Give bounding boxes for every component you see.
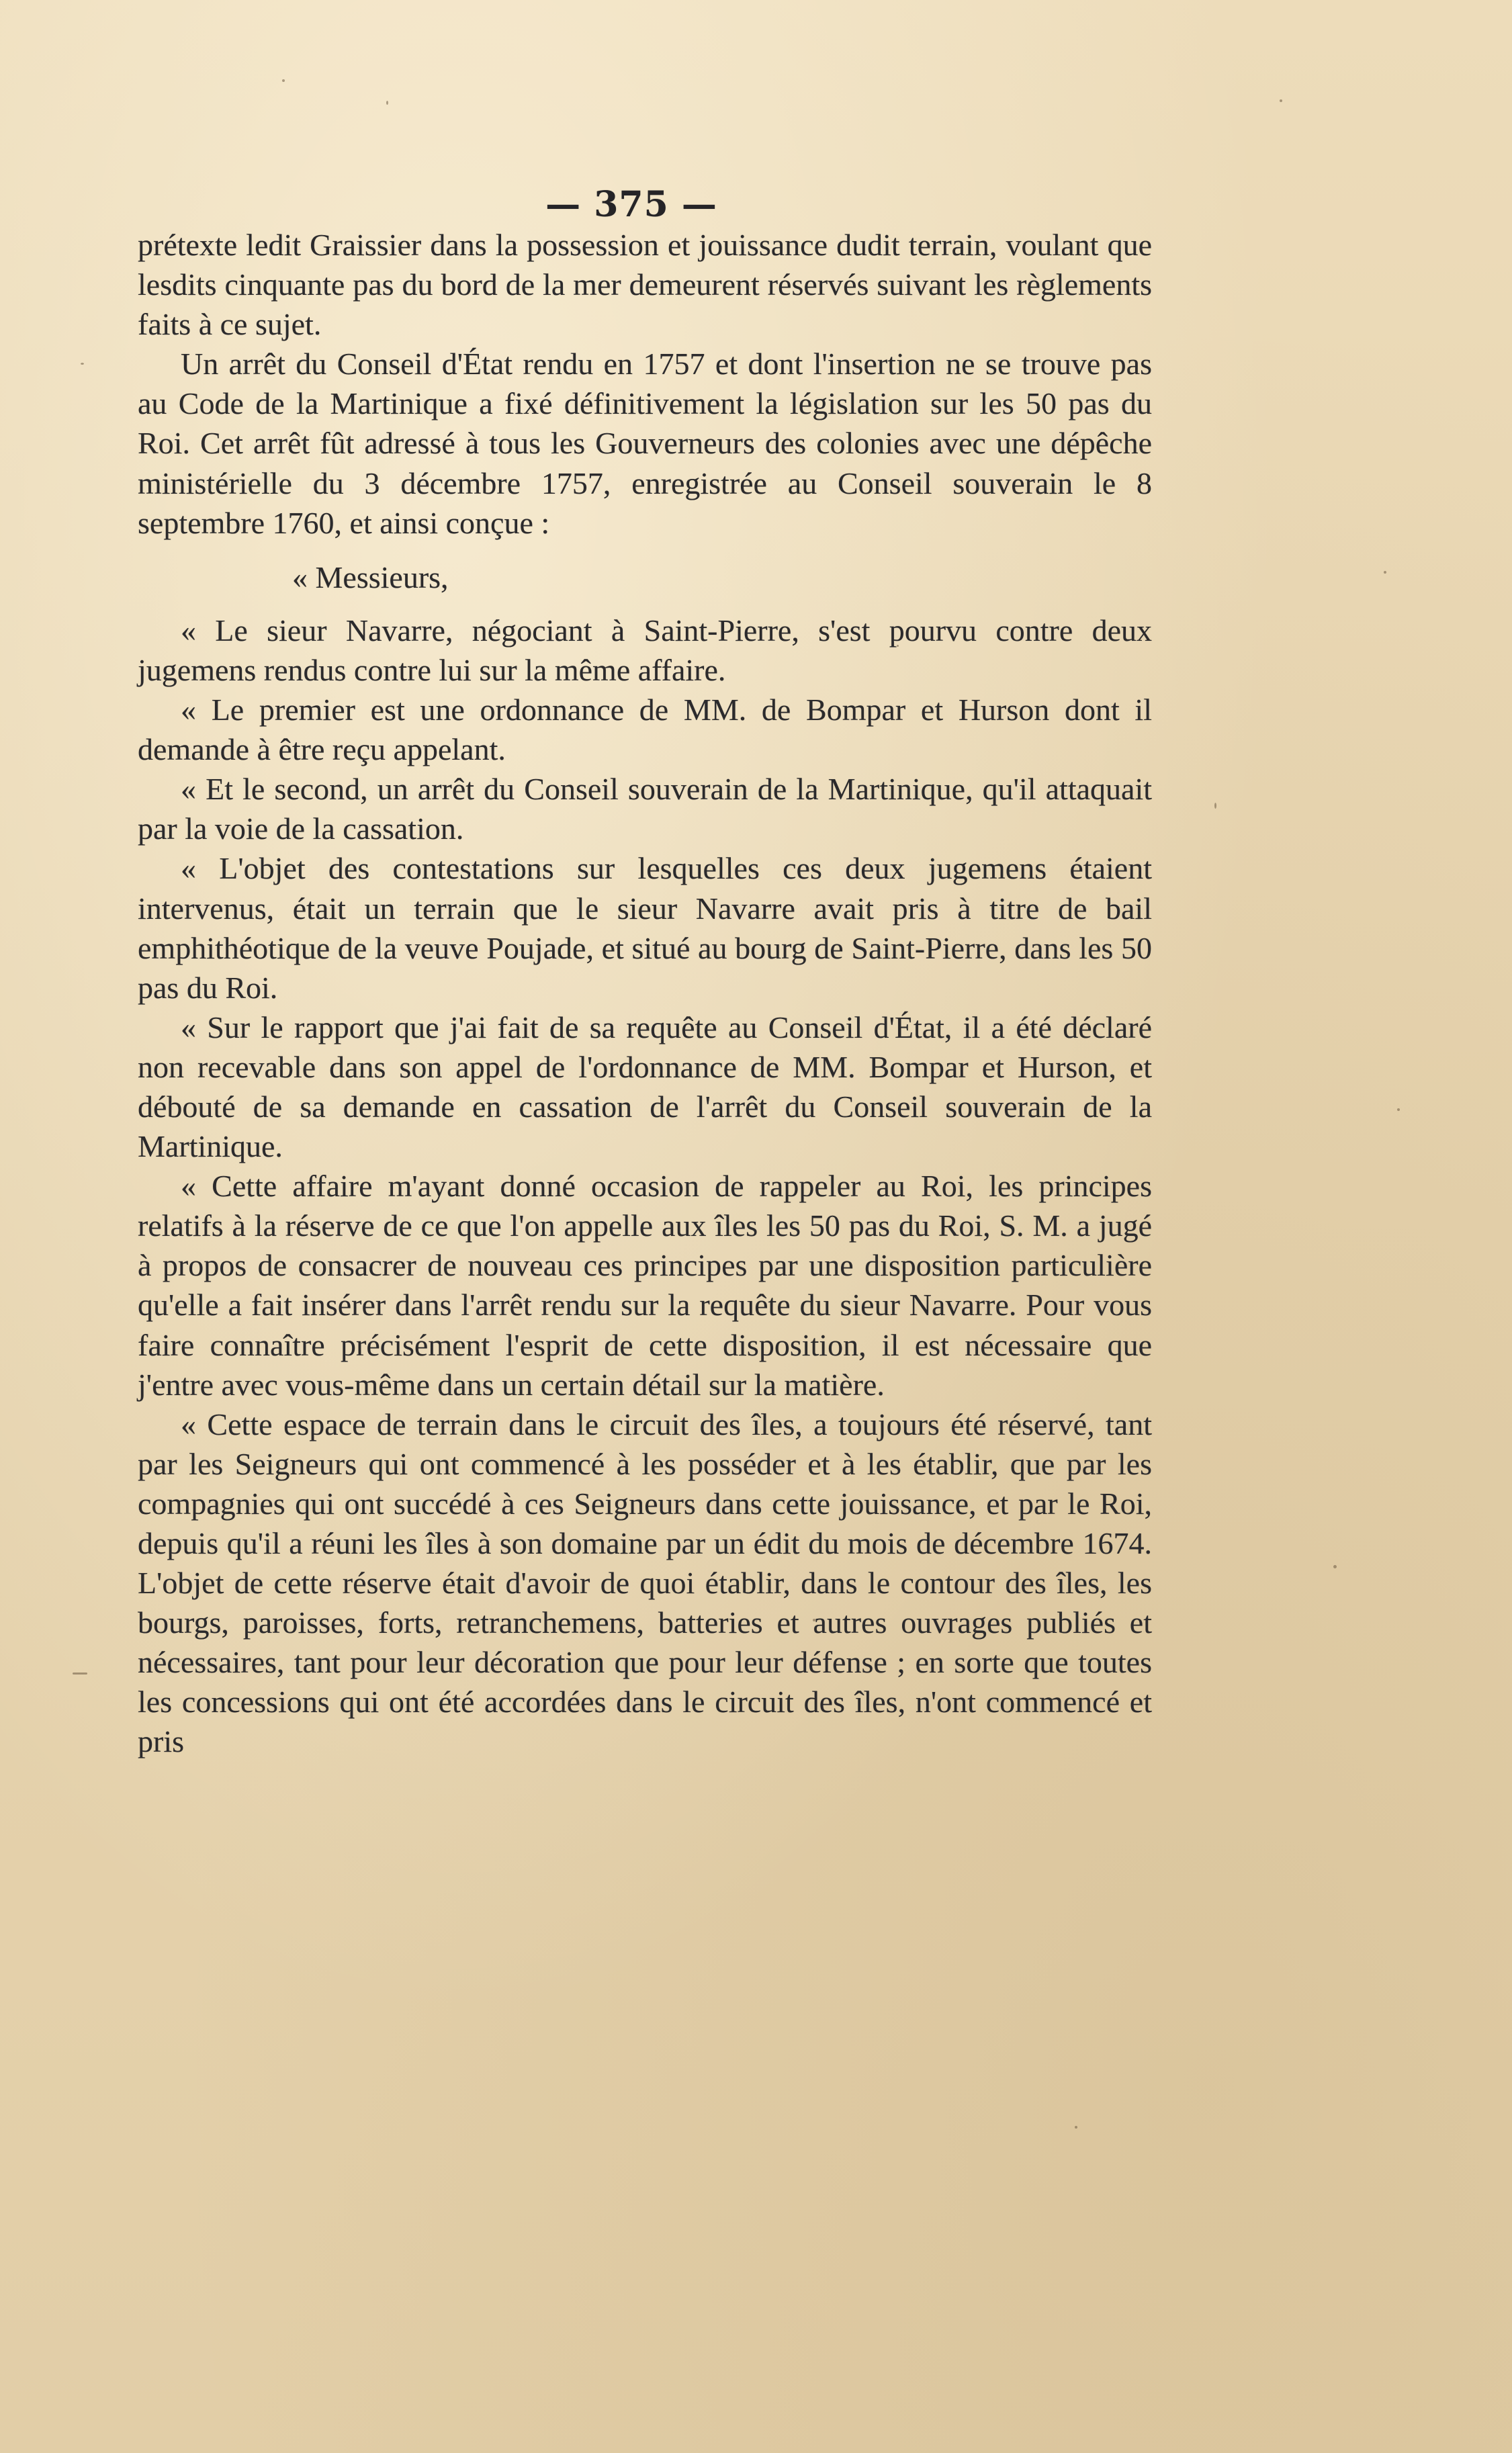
paragraph: « Et le second, un arrêt du Conseil souverain de la Martinique, qu'il attaquait par la voie de la cassation. [138, 772, 1152, 846]
paragraph: Un arrêt du Conseil d'État rendu en 1757 et dont l'insertion ne se trouve pas au Code de la Martinique a fixé définitivement la législation sur les 50 pas du Roi. Cet arrêt fût adressé à tous les Gouverneurs des colonies avec une dépêche ministérielle du 3 décembre 1757, enregistrée au Conseil souverain le 8 septembre 1760, et ainsi conçue : [138, 347, 1152, 540]
salutation: « Messieurs, [292, 560, 449, 594]
paper-speck [282, 79, 285, 82]
paragraph: « Cette espace de terrain dans le circuit des îles, a toujours été réservé, tant par les Seigneurs qui ont commencé à les posséder et à les établir, que par les compagnies qui ont succédé à ces Seigneurs dans cette jouissance, et par le Roi, depuis qu'il a réuni les îles à son domaine par un édit du mois de décembre 1674. L'objet de cette réserve était d'avoir de quoi établir, dans le contour des îles, les bourgs, paroisses, forts, retranchemens, batteries et autres ouvrages publiés et nécessaires, tant pour leur décoration que pour leur défense ; en sorte que toutes les concessions qui ont été accordées dans le circuit des îles, n'ont commencé et pris [138, 1407, 1152, 1759]
paragraph: « Le sieur Navarre, négociant à Saint-Pierre, s'est pourvu contre deux jugemens rendus contre lui sur la même affaire. [138, 613, 1152, 687]
paper-speck [1333, 1565, 1337, 1568]
paragraph: « Sur le rapport que j'ai fait de sa requête au Conseil d'État, il a été déclaré non recevable dans son appel de l'ordonnance de MM. Bompar et Hurson, et débouté de sa demande en cassation de l'arrêt du Conseil souverain de la Martinique. [138, 1010, 1152, 1164]
page-text [138, 185, 1152, 1762]
paper-speck [1397, 1108, 1400, 1111]
paper-speck [73, 1672, 87, 1675]
paragraph: « Cette affaire m'ayant donné occasion de rappeler au Roi, les principes relatifs à la réserve de ce que l'on appelle aux îles les 50 pas du Roi, S. M. a jugé à propos de consacrer de nouveau ces principes par une disposition particulière qu'elle a fait insérer dans l'arrêt rendu sur la requête du sieur Navarre. Pour vous faire connaître précisément l'esprit de cette disposition, il est nécessaire que j'entre avec vous-même dans un certain détail sur la matière. [138, 1169, 1152, 1402]
paper-speck [1280, 99, 1282, 102]
paragraph: « Le premier est une ordonnance de MM. de Bompar et Hurson dont il demande à être reçu appelant. [138, 693, 1152, 767]
paragraph: prétexte ledit Graissier dans la possession et jouissance dudit terrain, voulant que lesdits cinquante pas du bord de la mer demeurent réservés suivant les règlements faits à ce sujet. [138, 228, 1152, 342]
paper-speck [386, 101, 388, 105]
paper-speck [81, 363, 84, 365]
paper-speck [1384, 571, 1386, 574]
paragraph: « L'objet des contestations sur lesquelles ces deux jugemens étaient intervenus, était un terrain que le sieur Navarre avait pris à titre de bail emphithéotique de la veuve Poujade, et situé au bourg de Saint-Pierre, dans les 50 pas du Roi. [138, 851, 1152, 1005]
paper-speck [1214, 803, 1216, 809]
page-number: — 375 — [545, 184, 717, 225]
paper-speck [1075, 2126, 1077, 2129]
